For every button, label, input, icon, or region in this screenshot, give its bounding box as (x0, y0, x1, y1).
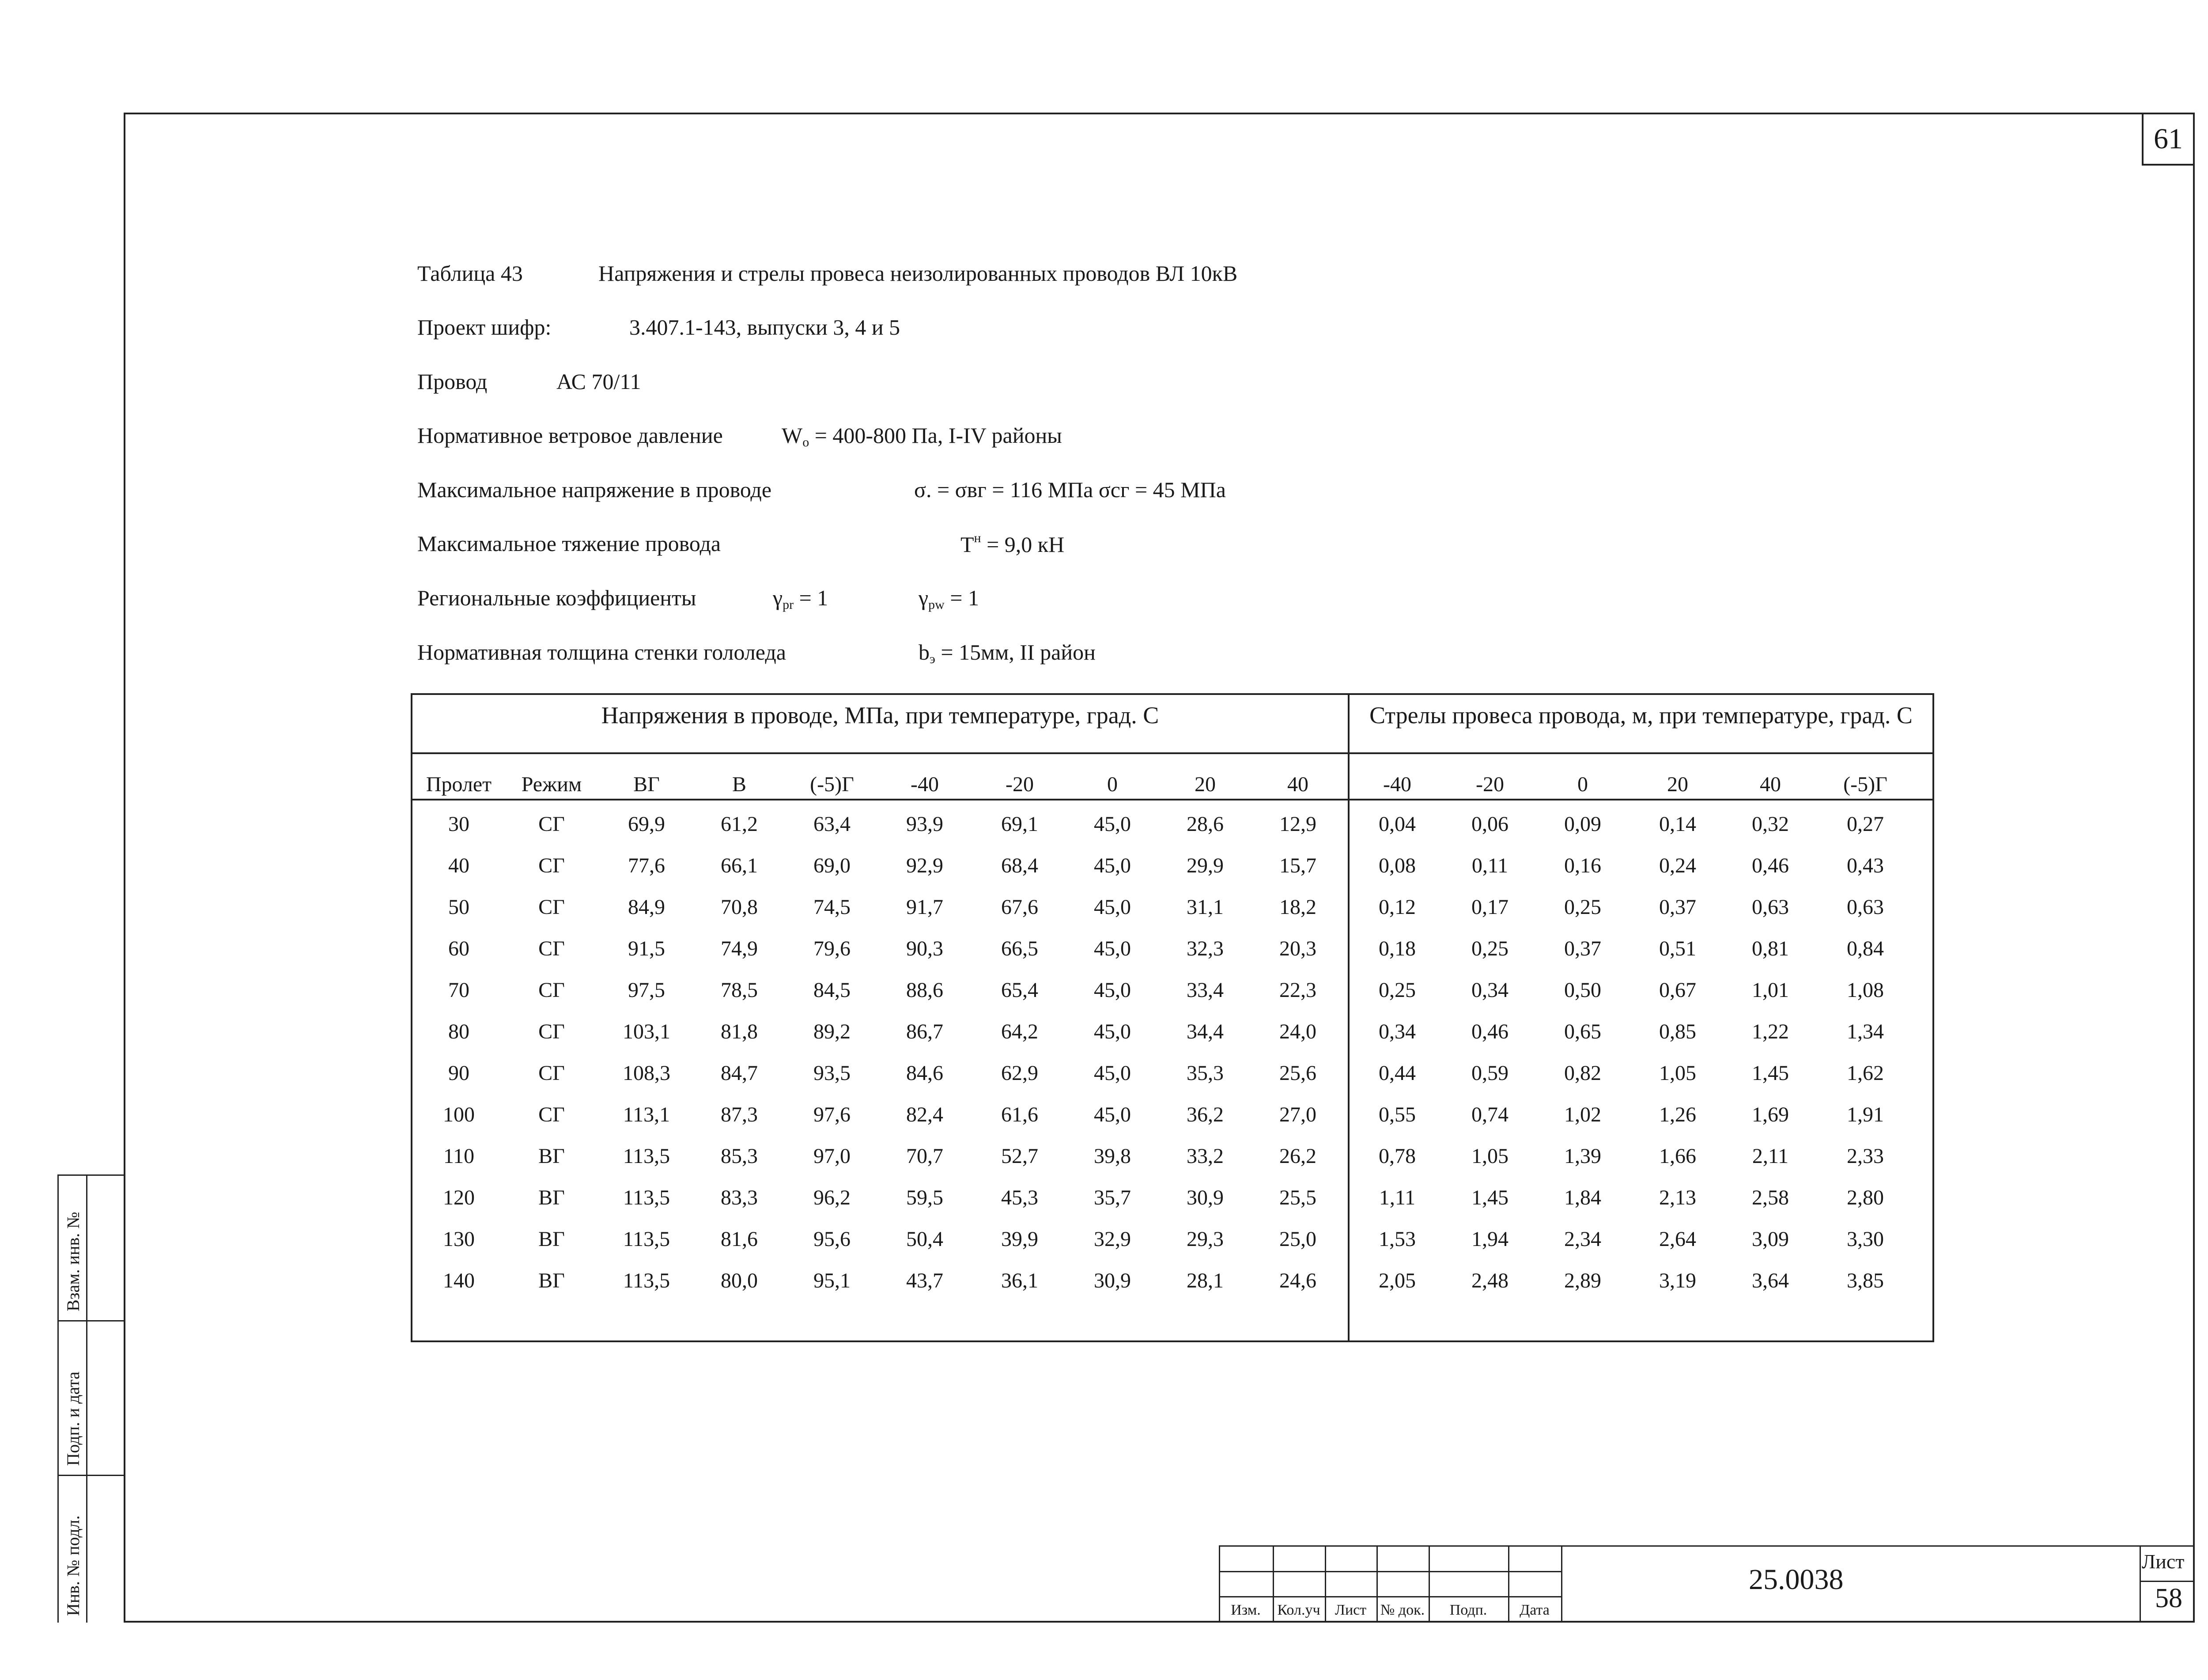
group-title-sag: Стрелы провеса провода, м, при температуре, град. С (1369, 702, 1913, 729)
table-cell: 69,9 (628, 812, 665, 836)
sheet-number: 58 (2155, 1583, 2182, 1613)
table-cell: 103,1 (623, 1020, 670, 1043)
table-cell: 2,89 (1564, 1269, 1601, 1292)
page-number: 61 (2142, 113, 2195, 166)
table-cell: 81,6 (721, 1227, 758, 1251)
table-cell: 100 (443, 1103, 475, 1126)
column-header: 40 (1287, 773, 1308, 796)
stamp-label-vzam: Взам. инв. № (63, 1212, 83, 1311)
table-cell: 32,3 (1187, 937, 1224, 960)
table-cell: 45,0 (1094, 1020, 1131, 1043)
table-group-separator (412, 752, 1932, 754)
table-cell: 3,30 (1847, 1227, 1884, 1251)
table-cell: 120 (443, 1186, 475, 1209)
table-cell: 0,85 (1659, 1020, 1696, 1043)
table-cell: 97,6 (813, 1103, 851, 1126)
table-cell: 89,2 (813, 1020, 851, 1043)
table-cell: 1,39 (1564, 1144, 1601, 1168)
table-cell: 113,1 (623, 1103, 670, 1126)
table-cell: СГ (538, 854, 565, 877)
table-cell: 25,5 (1279, 1186, 1316, 1209)
table-cell: 1,94 (1471, 1227, 1509, 1251)
table-cell: 3,19 (1659, 1269, 1696, 1292)
table-cell: ВГ (538, 1144, 565, 1168)
table-cell: 0,50 (1564, 978, 1601, 1002)
table-cell: 91,7 (906, 895, 943, 919)
max-tension-value: $Т^н = 9,0$ кН (960, 531, 1065, 557)
table-cell: 0,46 (1752, 854, 1789, 877)
table-cell: 35,7 (1094, 1186, 1131, 1209)
table-cell: 45,0 (1094, 978, 1131, 1002)
table-cell: 36,1 (1001, 1269, 1038, 1292)
table-cell: 39,9 (1001, 1227, 1038, 1251)
stamp-label-podp: Подп. и дата (63, 1371, 83, 1466)
table-cell: 130 (443, 1227, 475, 1251)
table-cell: 0,12 (1379, 895, 1416, 919)
table-cell: 2,33 (1847, 1144, 1884, 1168)
table-cell: 81,8 (721, 1020, 758, 1043)
table-cell: 63,4 (813, 812, 851, 836)
table-cell: 0,46 (1471, 1020, 1509, 1043)
table-cell: 45,0 (1094, 854, 1131, 877)
table-cell: 2,34 (1564, 1227, 1601, 1251)
table-cell: 84,6 (906, 1061, 943, 1085)
table-cell: 113,5 (623, 1269, 670, 1292)
table-cell: 65,4 (1001, 978, 1038, 1002)
table-cell: 29,3 (1187, 1227, 1224, 1251)
table-cell: 1,26 (1659, 1103, 1696, 1126)
table-cell: 79,6 (813, 937, 851, 960)
table-cell: 0,17 (1471, 895, 1509, 919)
table-cell: 33,2 (1187, 1144, 1224, 1168)
table-cell: 91,5 (628, 937, 665, 960)
table-cell: 77,6 (628, 854, 665, 877)
table-cell: 2,48 (1471, 1269, 1509, 1292)
sag-tension-table (411, 693, 1934, 1342)
table-cell: 90,3 (906, 937, 943, 960)
table-cell: 28,6 (1187, 812, 1224, 836)
coef-label: Региональные коэффициенты (417, 585, 696, 610)
table-cell: ВГ (538, 1186, 565, 1209)
table-cell: 2,13 (1659, 1186, 1696, 1209)
table-cell: 28,1 (1187, 1269, 1224, 1292)
table-cell: 0,32 (1752, 812, 1789, 836)
table-cell: 69,1 (1001, 812, 1038, 836)
column-header: Пролет (426, 773, 492, 796)
table-cell: 113,5 (623, 1227, 670, 1251)
table-cell: 0,44 (1379, 1061, 1416, 1085)
table-cell: 66,5 (1001, 937, 1038, 960)
table-cell: 2,64 (1659, 1227, 1696, 1251)
table-cell: 108,3 (623, 1061, 670, 1085)
table-cell: 0,04 (1379, 812, 1416, 836)
column-header: Режим (521, 773, 582, 796)
table-cell: ВГ (538, 1269, 565, 1292)
table-cell: 39,8 (1094, 1144, 1131, 1168)
table-cell: 0,27 (1847, 812, 1884, 836)
table-cell: 61,6 (1001, 1103, 1038, 1126)
table-cell: 2,58 (1752, 1186, 1789, 1209)
table-cell: 24,0 (1279, 1020, 1316, 1043)
table-cell: 43,7 (906, 1269, 943, 1292)
table-cell: 2,11 (1752, 1144, 1789, 1168)
wire-label: Провод (417, 369, 488, 394)
table-cell: 45,3 (1001, 1186, 1038, 1209)
table-cell: 0,84 (1847, 937, 1884, 960)
table-cell: 22,3 (1279, 978, 1316, 1002)
table-cell: 0,37 (1564, 937, 1601, 960)
table-cell: 113,5 (623, 1186, 670, 1209)
tb-col-data: Дата (1520, 1602, 1550, 1618)
tb-col-list: Лист (1335, 1602, 1367, 1618)
table-cell: 93,9 (906, 812, 943, 836)
column-header: 20 (1195, 773, 1216, 796)
table-cell: 1,66 (1659, 1144, 1696, 1168)
column-header: -20 (1476, 773, 1504, 796)
table-cell: 90 (448, 1061, 469, 1085)
table-cell: 25,6 (1279, 1061, 1316, 1085)
column-header: -20 (1006, 773, 1034, 796)
table-cell: 0,25 (1379, 978, 1416, 1002)
table-cell: 1,05 (1659, 1061, 1696, 1085)
table-cell: 66,1 (721, 854, 758, 877)
column-header: 20 (1667, 773, 1688, 796)
table-cell: 95,1 (813, 1269, 851, 1292)
column-header: В (732, 773, 746, 796)
table-cell: 0,08 (1379, 854, 1416, 877)
table-cell: 84,7 (721, 1061, 758, 1085)
table-cell: 0,82 (1564, 1061, 1601, 1085)
table-cell: 70,8 (721, 895, 758, 919)
table-cell: 3,09 (1752, 1227, 1789, 1251)
table-cell: 0,37 (1659, 895, 1696, 919)
table-cell: 97,5 (628, 978, 665, 1002)
table-cell: 26,2 (1279, 1144, 1316, 1168)
tb-col-izm: Изм. (1231, 1602, 1261, 1618)
table-cell: 82,4 (906, 1103, 943, 1126)
table-cell: 0,24 (1659, 854, 1696, 877)
table-cell: 0,81 (1752, 937, 1789, 960)
table-cell: 45,0 (1094, 895, 1131, 919)
table-cell: 20,3 (1279, 937, 1316, 960)
table-cell: 61,2 (721, 812, 758, 836)
table-cell: 84,5 (813, 978, 851, 1002)
table-cell: 80 (448, 1020, 469, 1043)
table-cell: 84,9 (628, 895, 665, 919)
column-header: (-5)Г (1843, 773, 1887, 796)
table-cell: 0,18 (1379, 937, 1416, 960)
table-cell: 80,0 (721, 1269, 758, 1292)
column-header: -40 (1383, 773, 1411, 796)
table-cell: 0,34 (1471, 978, 1509, 1002)
table-cell: 140 (443, 1269, 475, 1292)
table-cell: 1,34 (1847, 1020, 1884, 1043)
max-tension-label: Максимальное тяжение провода (417, 531, 721, 556)
table-cell: 1,08 (1847, 978, 1884, 1002)
table-cell: 1,53 (1379, 1227, 1416, 1251)
project-label: Проект шифр: (417, 315, 552, 340)
table-cell: 1,91 (1847, 1103, 1884, 1126)
column-header: 0 (1107, 773, 1118, 796)
table-cell: СГ (538, 1103, 565, 1126)
wind-label: Нормативное ветровое давление (417, 423, 723, 448)
table-cell: 0,16 (1564, 854, 1601, 877)
column-header: -40 (911, 773, 939, 796)
column-header: (-5)Г (810, 773, 854, 796)
table-cell: 0,25 (1471, 937, 1509, 960)
table-cell: 27,0 (1279, 1103, 1316, 1126)
table-cell: 67,6 (1001, 895, 1038, 919)
table-cell: 1,11 (1379, 1186, 1416, 1209)
table-cell: 52,7 (1001, 1144, 1038, 1168)
table-cell: 32,9 (1094, 1227, 1131, 1251)
ice-label: Нормативная толщина стенки гололеда (417, 640, 786, 664)
table-cell: СГ (538, 937, 565, 960)
table-cell: 0,78 (1379, 1144, 1416, 1168)
coef-1: $\gamma_{pr} = 1$ (773, 585, 828, 612)
tb-col-kol: Кол.уч (1277, 1602, 1320, 1618)
table-cell: 2,05 (1379, 1269, 1416, 1292)
table-cell: 45,0 (1094, 937, 1131, 960)
table-cell: 1,22 (1752, 1020, 1789, 1043)
table-cell: 93,5 (813, 1061, 851, 1085)
table-cell: 0,09 (1564, 812, 1601, 836)
side-stamp (57, 1174, 124, 1623)
table-cell: 86,7 (906, 1020, 943, 1043)
table-cell: 96,2 (813, 1186, 851, 1209)
table-cell: 3,64 (1752, 1269, 1789, 1292)
tb-col-podp: Подп. (1449, 1602, 1487, 1618)
table-cell: 0,34 (1379, 1020, 1416, 1043)
table-cell: 31,1 (1187, 895, 1224, 919)
tb-col-doc: № док. (1380, 1602, 1425, 1618)
table-cell: 0,25 (1564, 895, 1601, 919)
coef-2: $\gamma_{pw} = 1$ (919, 585, 979, 612)
table-cell: 69,0 (813, 854, 851, 877)
table-cell: 110 (443, 1144, 475, 1168)
table-cell: 30,9 (1187, 1186, 1224, 1209)
table-cell: 18,2 (1279, 895, 1316, 919)
table-cell: 50 (448, 895, 469, 919)
table-cell: 88,6 (906, 978, 943, 1002)
table-cell: СГ (538, 812, 565, 836)
table-title: Напряжения и стрелы провеса неизолированных проводов ВЛ 10кВ (598, 261, 1238, 286)
table-cell: 15,7 (1279, 854, 1316, 877)
table-cell: 1,05 (1471, 1144, 1509, 1168)
stamp-label-inv: Инв. № подл. (63, 1515, 83, 1616)
table-cell: 1,69 (1752, 1103, 1789, 1126)
table-divider (1348, 695, 1350, 1340)
ice-value: $b_э = 15мм$, II район (919, 640, 1096, 666)
table-cell: 83,3 (721, 1186, 758, 1209)
title-block (1219, 1545, 2195, 1623)
column-header: 40 (1760, 773, 1781, 796)
max-stress-value: σ. = σвг = 116 МПа σсг = 45 МПа (914, 477, 1226, 502)
table-cell: СГ (538, 1061, 565, 1085)
table-cell: 0,63 (1847, 895, 1884, 919)
max-stress-label: Максимальное напряжение в проводе (417, 477, 772, 502)
table-cell: 45,0 (1094, 812, 1131, 836)
project-value: 3.407.1-143, выпуски 3, 4 и 5 (629, 315, 900, 340)
group-title-stress: Напряжения в проводе, МПа, при температуре, град. С (601, 702, 1159, 729)
table-cell: 68,4 (1001, 854, 1038, 877)
table-cell: 29,9 (1187, 854, 1224, 877)
table-cell: 40 (448, 854, 469, 877)
table-cell: 59,5 (906, 1186, 943, 1209)
wire-value: АС 70/11 (556, 369, 641, 394)
table-cell: 70 (448, 978, 469, 1002)
table-cell: 50,4 (906, 1227, 943, 1251)
table-cell: 92,9 (906, 854, 943, 877)
table-cell: 60 (448, 937, 469, 960)
table-cell: 0,67 (1659, 978, 1696, 1002)
table-cell: 1,45 (1752, 1061, 1789, 1085)
table-cell: 1,02 (1564, 1103, 1601, 1126)
table-cell: СГ (538, 895, 565, 919)
table-cell: 34,4 (1187, 1020, 1224, 1043)
table-cell: 85,3 (721, 1144, 758, 1168)
table-cell: 0,65 (1564, 1020, 1601, 1043)
table-cell: 45,0 (1094, 1103, 1131, 1126)
table-cell: 0,11 (1471, 854, 1509, 877)
table-cell: 2,80 (1847, 1186, 1884, 1209)
table-cell: 0,14 (1659, 812, 1696, 836)
table-cell: 35,3 (1187, 1061, 1224, 1085)
table-cell: 0,06 (1471, 812, 1509, 836)
table-cell: 45,0 (1094, 1061, 1131, 1085)
table-cell: СГ (538, 1020, 565, 1043)
table-cell: 33,4 (1187, 978, 1224, 1002)
table-cell: 30 (448, 812, 469, 836)
table-cell: 3,85 (1847, 1269, 1884, 1292)
table-cell: 24,6 (1279, 1269, 1316, 1292)
table-cell: 30,9 (1094, 1269, 1131, 1292)
table-cell: 87,3 (721, 1103, 758, 1126)
table-cell: 0,43 (1847, 854, 1884, 877)
document-code: 25.0038 (1749, 1563, 1844, 1596)
table-cell: 0,55 (1379, 1103, 1416, 1126)
table-cell: 62,9 (1001, 1061, 1038, 1085)
table-cell: 113,5 (623, 1144, 670, 1168)
table-cell: 97,0 (813, 1144, 851, 1168)
table-cell: 70,7 (906, 1144, 943, 1168)
table-header-separator (412, 799, 1932, 800)
table-cell: 36,2 (1187, 1103, 1224, 1126)
table-cell: 1,84 (1564, 1186, 1601, 1209)
wind-value: $W_о = 400-800$ Па, I-IV районы (782, 423, 1062, 449)
column-header: 0 (1577, 773, 1588, 796)
table-label: Таблица 43 (417, 261, 523, 286)
table-cell: 64,2 (1001, 1020, 1038, 1043)
table-cell: 0,74 (1471, 1103, 1509, 1126)
table-cell: 95,6 (813, 1227, 851, 1251)
table-cell: ВГ (538, 1227, 565, 1251)
table-cell: 74,9 (721, 937, 758, 960)
table-cell: 0,51 (1659, 937, 1696, 960)
table-cell: 0,63 (1752, 895, 1789, 919)
table-cell: СГ (538, 978, 565, 1002)
sheet-label: Лист (2142, 1550, 2185, 1573)
table-cell: 25,0 (1279, 1227, 1316, 1251)
table-cell: 1,62 (1847, 1061, 1884, 1085)
table-cell: 0,59 (1471, 1061, 1509, 1085)
column-header: ВГ (633, 773, 660, 796)
table-cell: 78,5 (721, 978, 758, 1002)
table-cell: 74,5 (813, 895, 851, 919)
table-cell: 12,9 (1279, 812, 1316, 836)
table-cell: 1,01 (1752, 978, 1789, 1002)
table-cell: 1,45 (1471, 1186, 1509, 1209)
